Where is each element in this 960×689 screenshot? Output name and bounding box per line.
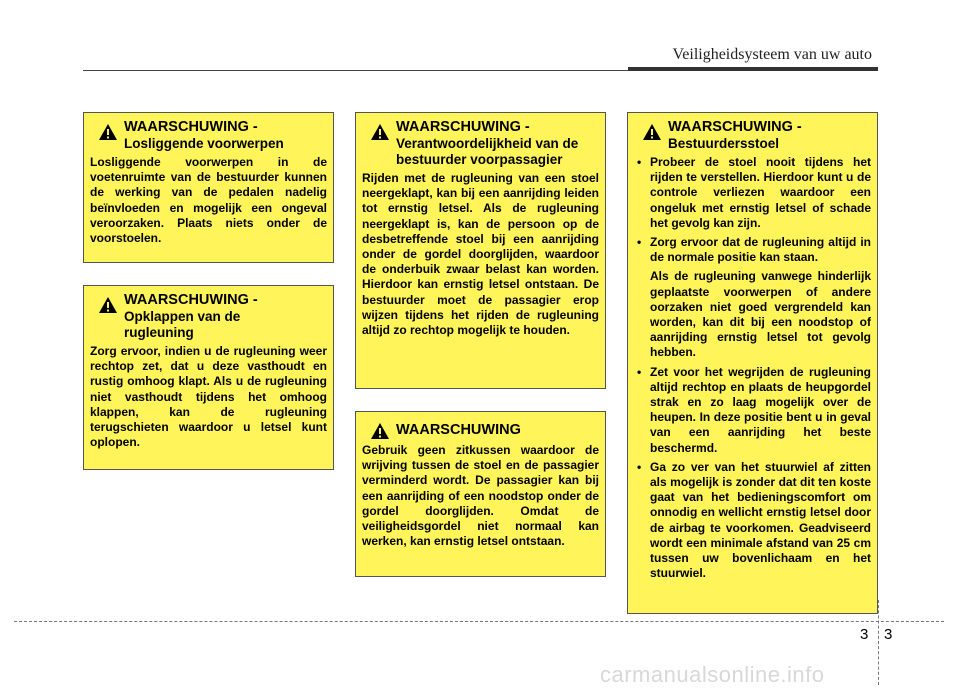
warning-text: Losliggende voorwerpen in de voetenruimte van de bestuurder kunnen de werking van de pedalen nadelig beïnvloeden en mogelijk een ongeval veroorzaken. Plaats niets onder de voorstoelen. xyxy=(90,155,327,246)
warning-subtitle: Verantwoordelijkheid van de bestuurder voorpassagier xyxy=(396,136,579,167)
warning-title: WAARSCHUWING - xyxy=(124,292,258,308)
list-item: • Zet voor het wegrijden de rugleuning altijd rechtop en plaats de heupgordel strak en zo laag mogelijk over de heupen. In deze positie bent u in geval van een aanrijding het beste beschermd. xyxy=(637,364,871,455)
bullet-text: Ga zo ver van het stuurwiel af zitten als mogelijk is zonder dat dit ten koste gaat van het bedieningscomfort om onnodig en wellicht ernstig letsel door de airbag te voorkomen. Geadviseerd wordt een minimale afstand van 25 cm tussen uw bovenlichaam en het stuurwiel. xyxy=(650,459,871,581)
warning-header xyxy=(362,422,599,440)
warning-box-seat-cushion xyxy=(355,411,606,577)
warning-title: WAARSCHUWING - xyxy=(396,119,530,135)
warning-triangle-icon xyxy=(370,422,390,440)
list-item: • Zorg ervoor dat de rugleuning altijd in de normale positie kan staan. Als de rugleuning vanwege hinderlijk geplaatste voorwerpen of andere oorzaken niet goed vergrendeld kan worden, kan dit bij een noodstop of aanrijding ernstig letsel tot gevolg hebben. xyxy=(637,235,871,360)
warning-bullet-list xyxy=(634,155,871,581)
bullet-extra-text: Als de rugleuning vanwege hinderlijk geplaatste voorwerpen of andere oorzaken niet goed vergrendeld kan worden, kan dit bij een noodstop of aanrijding ernstig letsel tot gevolg hebben. xyxy=(650,269,871,360)
watermark: carmanualsonline.info xyxy=(600,662,825,687)
warning-text: Rijden met de rugleuning van een stoel neergeklapt, kan bij een aanrijding leiden tot ernstig letsel. Als de rugleuning neergeklapt is, kan de persoon op de desbetreffende stoel bij een aanrijding onder de gordel doorglijden, waardoor de onderbuik zwaar belast kan worden. Hierdoor kan ernstig letsel ontstaan. De bestuurder moet de passagier erop wijzen tijdens het rijden de rugleuning altijd zo rechtop mogelijk te houden. xyxy=(362,171,599,338)
bullet-text: Zet voor het wegrijden de rugleuning altijd rechtop en plaats de heupgordel strak en zo laag mogelijk over de heupen. In deze positie bent u in geval van een aanrijding het beste beschermd. xyxy=(650,364,871,455)
warning-title: WAARSCHUWING - xyxy=(668,119,802,135)
warning-subtitle: Opklappen van de rugleuning xyxy=(124,309,241,340)
page-number: 3 xyxy=(884,626,893,643)
warning-box-driver-responsibility xyxy=(355,112,606,389)
list-item: • Ga zo ver van het stuurwiel af zitten als mogelijk is zonder dat dit ten koste gaat van het bedieningscomfort om onnodig en wellicht ernstig letsel door de airbag te voorkomen. Geadviseerd wordt een minimale afstand van 25 cm tussen uw bovenlichaam en het stuurwiel. xyxy=(637,459,871,581)
warning-text: Gebruik geen zitkussen waardoor de wrijving tussen de stoel en de passagier verminderd wordt. De passagier kan bij een aanrijding of een noodstop onder de gordel doorglijden. Omdat de veiligheidsgordel niet normaal kan werken, kan ernstig letsel ontstaan. xyxy=(362,443,599,549)
warning-triangle-icon xyxy=(98,296,118,314)
footer-rule xyxy=(14,621,944,622)
warning-box-loose-objects xyxy=(83,112,334,263)
warning-triangle-icon xyxy=(642,123,662,141)
footer-divider xyxy=(878,600,879,685)
warning-header xyxy=(634,119,871,152)
warning-subtitle: Losliggende voorwerpen xyxy=(124,136,284,151)
warning-triangle-icon xyxy=(370,123,390,141)
warning-subtitle: Bestuurdersstoel xyxy=(668,136,780,151)
list-item: • Probeer de stoel nooit tijdens het rijden te verstellen. Hierdoor kunt u de controle verliezen waardoor een ongeluk met ernstig letsel of schade het gevolg kan zijn. xyxy=(637,155,871,230)
warning-box-fold-seatback xyxy=(83,285,334,470)
header-title: Veiligheidsysteem van uw auto xyxy=(672,46,872,63)
warning-text: Zorg ervoor, indien u de rugleuning weer rechtop zet, dat u deze vasthoudt en rustig omhoog klapt. Als u de rugleuning niet vasthoudt tijdens het omhoog klappen, kan de rugleuning terugschieten waardoor u letsel kunt oplopen. xyxy=(90,344,327,450)
warning-header xyxy=(362,119,599,168)
warning-box-driver-seat xyxy=(627,112,878,614)
header-rule-accent xyxy=(628,67,878,71)
bullet-text: Zorg ervoor dat de rugleuning altijd in de normale positie kan staan. xyxy=(650,235,871,265)
chapter-number: 3 xyxy=(860,626,869,643)
warning-header xyxy=(90,119,327,152)
bullet-text: Probeer de stoel nooit tijdens het rijden te verstellen. Hierdoor kunt u de controle verliezen waardoor een ongeluk met ernstig letsel of schade het gevolg kan zijn. xyxy=(650,155,871,230)
warning-title: WAARSCHUWING xyxy=(396,422,521,438)
warning-triangle-icon xyxy=(98,123,118,141)
warning-title: WAARSCHUWING - xyxy=(124,119,258,135)
warning-header xyxy=(90,292,327,341)
